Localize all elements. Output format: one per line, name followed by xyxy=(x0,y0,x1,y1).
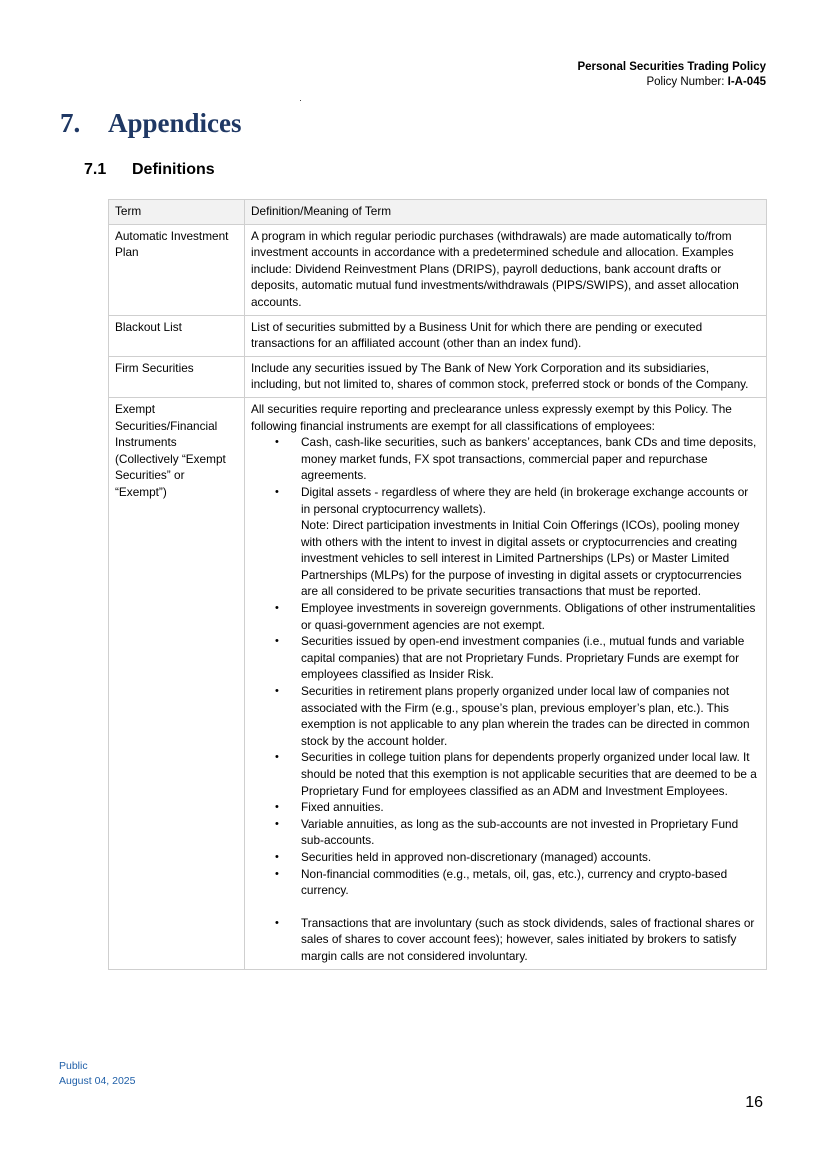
list-item: • Employee investments in sovereign governments. Obligations of other instrumentalities or quasi-government agencies are not exempt. xyxy=(251,600,760,633)
term-cell: Firm Securities xyxy=(109,356,245,397)
table-row xyxy=(109,356,767,397)
list-item: • Transactions that are involuntary (such as stock dividends, sales of fractional shares or sales of shares to cover account fees); however, sales initiated by brokers to satisfy margin calls are not considered involuntary. xyxy=(251,915,760,965)
section-number: 7. xyxy=(60,108,81,138)
exempt-list xyxy=(251,434,760,964)
definition-cell: Include any securities issued by The Bank of New York Corporation and its subsidiaries, including, but not limited to, shares of common stock, preferred stock or bonds of the Company. xyxy=(245,356,767,397)
column-header-definition: Definition/Meaning of Term xyxy=(245,200,767,225)
section-title: Appendices xyxy=(108,108,242,138)
list-item: • Variable annuities, as long as the sub-accounts are not invested in Proprietary Fund sub-accounts. xyxy=(251,816,760,849)
policy-number xyxy=(577,75,766,90)
definition-intro: All securities require reporting and preclearance unless expressly exempt by this Policy. The following financial instruments are exempt for all classifications of employees: xyxy=(251,401,732,433)
policy-number-value: I-A-045 xyxy=(727,76,766,88)
subsection-title: Definitions xyxy=(132,161,215,178)
policy-title: Personal Securities Trading Policy xyxy=(577,61,766,73)
list-item xyxy=(251,484,760,600)
list-item: • Securities in college tuition plans for dependents properly organized under local law. It should be noted that this exemption is not applicable securities that are deemed to be a Proprietary Fund for employees classified as an ADM and Investment Employees. xyxy=(251,749,760,799)
term-cell: Blackout List xyxy=(109,315,245,356)
term-cell: Exempt Securities/Financial Instruments (Collectively “Exempt Securities” or “Exempt”) xyxy=(109,397,245,969)
term-cell: Automatic Investment Plan xyxy=(109,224,245,315)
page-header xyxy=(577,60,766,90)
list-item: • Fixed annuities. xyxy=(251,799,760,816)
classification-label: Public xyxy=(59,1060,88,1072)
subsection-number: 7.1 xyxy=(84,161,107,178)
list-item-text: Digital assets - regardless of where they are held (in brokerage exchange accounts or in personal cryptocurrency wallets). xyxy=(301,484,749,516)
table-row xyxy=(109,315,767,356)
footer-date: August 04, 2025 xyxy=(59,1075,136,1087)
section-heading xyxy=(60,108,242,139)
table-header-row xyxy=(109,200,767,225)
definitions-table xyxy=(108,199,767,970)
list-item: • Cash, cash-like securities, such as bankers’ acceptances, bank CDs and time deposits, money market funds, FX spot transactions, commercial paper and repurchase agreements. xyxy=(251,434,760,484)
footer-classification xyxy=(59,1059,135,1089)
table-row xyxy=(109,224,767,315)
list-item: • Securities held in approved non-discretionary (managed) accounts. xyxy=(251,849,760,866)
list-item: • Non-financial commodities (e.g., metals, oil, gas, etc.), currency and crypto-based currency. xyxy=(251,866,760,899)
table-row xyxy=(109,397,767,969)
page-number: 16 xyxy=(745,1094,763,1111)
list-item: • Securities issued by open-end investment companies (i.e., mutual funds and variable capital companies) that are not Proprietary Funds. Proprietary Funds are exempt for employees classified as Insider Risk. xyxy=(251,633,760,683)
column-header-term: Term xyxy=(109,200,245,225)
policy-number-label: Policy Number: xyxy=(646,76,728,88)
subsection-heading xyxy=(84,161,215,179)
stray-mark xyxy=(300,100,301,101)
definition-cell xyxy=(245,397,767,969)
definition-cell: List of securities submitted by a Business Unit for which there are pending or executed transactions for an affiliated account (other than an index fund). xyxy=(245,315,767,356)
definition-cell: A program in which regular periodic purchases (withdrawals) are made automatically to/from investment accounts in accordance with a predetermined schedule and allocation. Examples include: Dividend Reinvestment Plans (DRIPS), payroll deductions, bank account drafts or deposits, automatic mutual fund investments/withdrawals (PIPS/SWIPS), and asset allocation accounts. xyxy=(245,224,767,315)
list-item: • Securities in retirement plans properly organized under local law of companies not associated with the Firm (e.g., spouse’s plan, previous employer’s plan, etc.). This exemption is not applicable to any plan wherein the trades can be directed in common stock by the account holder. xyxy=(251,683,760,749)
digital-assets-note: Note: Direct participation investments in Initial Coin Offerings (ICOs), pooling money with others with the intent to invest in digital assets or cryptocurrencies and creating investment vehicles to sell interest in Limited Partnerships (LPs) or Master Limited Partnerships (MLPs) for the purpose of investing in digital assets or cryptocurrencies are all considered to be private securities transactions that must be reported. xyxy=(301,518,742,599)
